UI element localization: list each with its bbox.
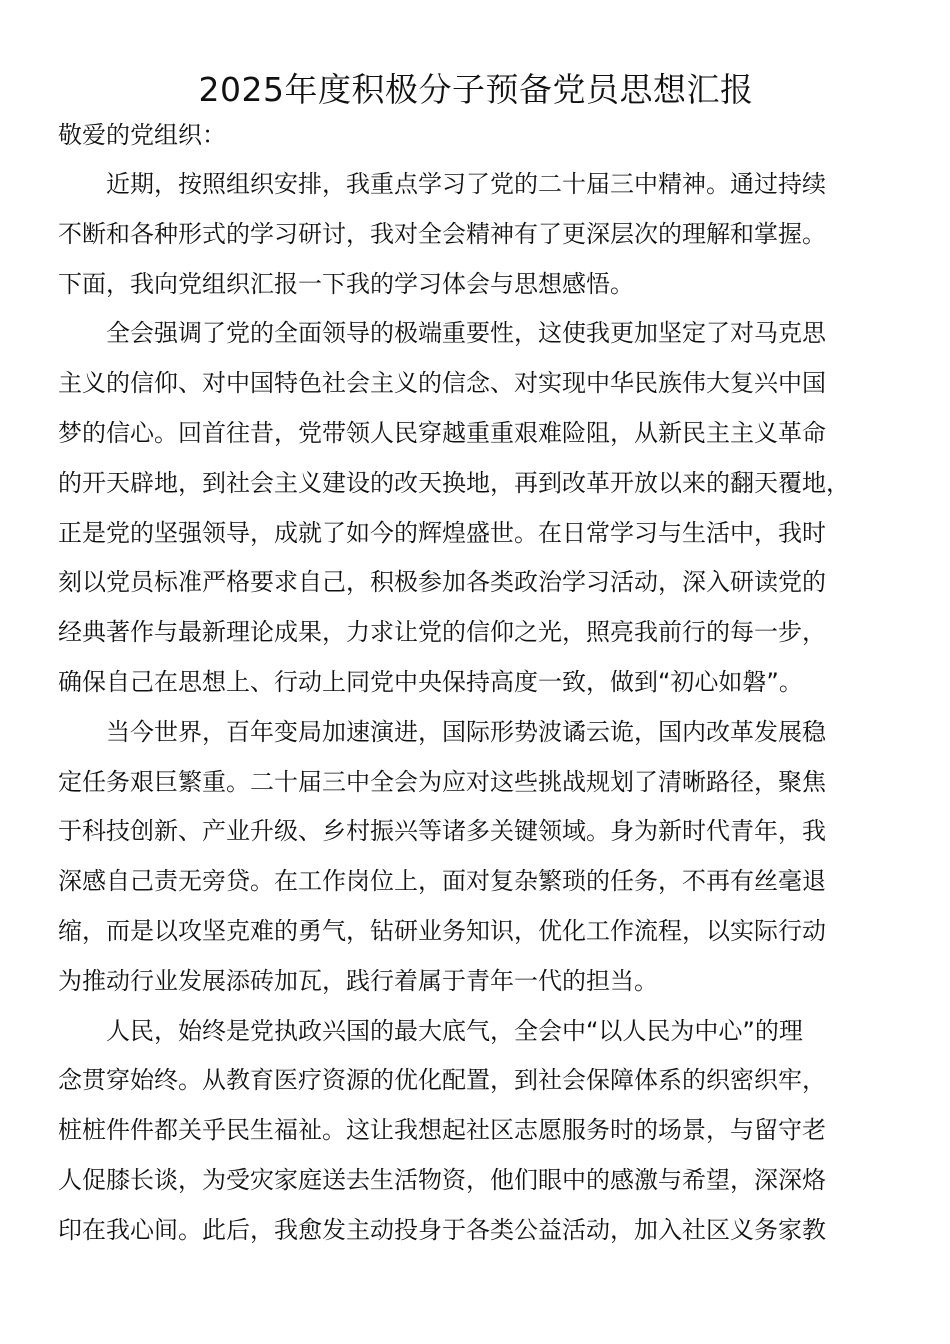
paragraph: [58, 309, 894, 707]
paragraph: [58, 1007, 894, 1256]
paragraph-line: 刻以党员标准严格要求自己，积极参加各类政治学习活动，深入研读党的: [58, 568, 826, 597]
paragraph-line: 深感自己责无旁贷。在工作岗位上，面对复杂繁琐的任务，不再有丝毫退: [58, 867, 826, 896]
paragraph-line: 人民，始终是党执政兴国的最大底气，全会中“以人民为中心”的理: [106, 1016, 803, 1045]
paragraph-line: 人促膝长谈，为受灾家庭送去生活物资，他们眼中的感激与希望，深深烙: [58, 1165, 826, 1194]
paragraph-line: 全会强调了党的全面领导的极端重要性，这使我更加坚定了对马克思: [106, 319, 826, 348]
paragraph-line: 经典著作与最新理论成果，力求让党的信仰之光，照亮我前行的每一步，: [58, 618, 826, 647]
paragraph-line: 缩，而是以攻坚克难的勇气，钻研业务知识，优化工作流程，以实际行动: [58, 916, 826, 945]
paragraph-line: 于科技创新、产业升级、乡村振兴等诸多关键领域。身为新时代青年，我: [58, 817, 826, 846]
paragraph-line: 念贯穿始终。从教育医疗资源的优化配置，到社会保障体系的织密织牢，: [58, 1066, 826, 1095]
paragraph-line: 当今世界，百年变局加速演进，国际形势波谲云诡，国内改革发展稳: [106, 717, 826, 746]
paragraph-line: 正是党的坚强领导，成就了如今的辉煌盛世。在日常学习与生活中，我时: [58, 518, 826, 547]
paragraph: [58, 160, 894, 309]
paragraph-line: 不断和各种形式的学习研讨，我对全会精神有了更深层次的理解和掌握。: [58, 219, 826, 248]
salutation: 敬爱的党组织：: [58, 121, 226, 149]
paragraph-line: 近期，按照组织安排，我重点学习了党的二十届三中精神。通过持续: [106, 170, 826, 198]
document-title: 2025年度积极分子预备党员思想汇报: [198, 70, 754, 109]
paragraph-line: 下面，我向党组织汇报一下我的学习体会与思想感悟。: [58, 269, 634, 298]
paragraph-line: 印在我心间。此后，我愈发主动投身于各类公益活动，加入社区义务家教: [58, 1215, 826, 1244]
paragraph-line: 主义的信仰、对中国特色社会主义的信念、对实现中华民族伟大复兴中国: [58, 369, 826, 398]
paragraph: [58, 708, 894, 1007]
document-body: [58, 160, 894, 1256]
paragraph-line: 梦的信心。回首往昔，党带领人民穿越重重艰难险阻，从新民主主义革命: [58, 418, 826, 447]
paragraph-line: 定任务艰巨繁重。二十届三中全会为应对这些挑战规划了清晰路径，聚焦: [58, 767, 826, 796]
document-page: [58, 66, 894, 1256]
paragraph-line: 桩桩件件都关乎民生福祉。这让我想起社区志愿服务时的场景，与留守老: [58, 1116, 826, 1145]
paragraph-line: 确保自己在思想上、行动上同党中央保持高度一致，做到“初心如磐”。: [58, 667, 803, 696]
paragraph-line: 的开天辟地，到社会主义建设的改天换地，再到改革开放以来的翻天覆地，: [58, 468, 850, 497]
paragraph-line: 为推动行业发展添砖加瓦，践行着属于青年一代的担当。: [58, 966, 658, 995]
